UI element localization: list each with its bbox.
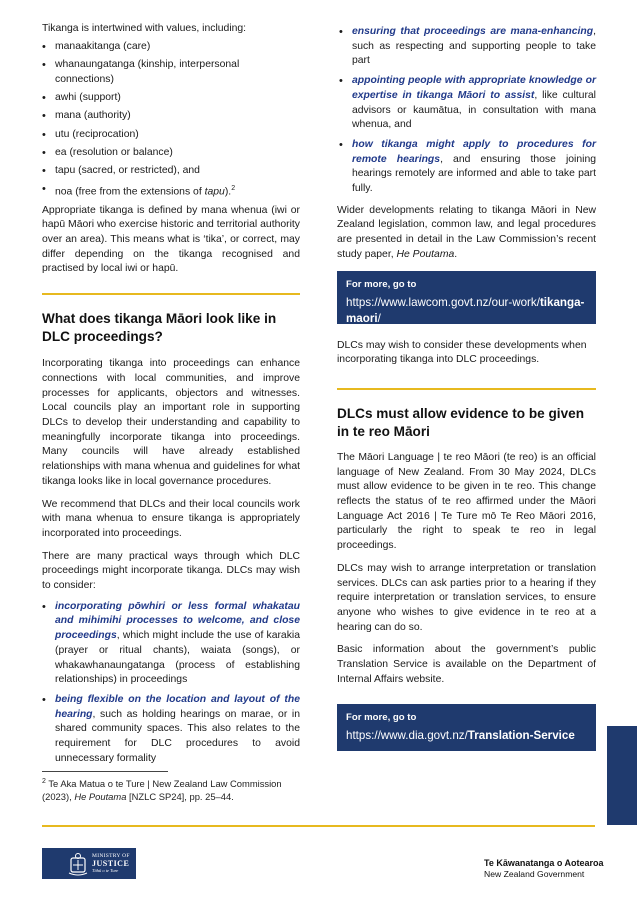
list-item: • mana (authority) <box>55 109 300 124</box>
bullet-emphasis: ensuring that proceedings are mana-enhancing <box>352 26 594 37</box>
bullet-emphasis: how tikanga might apply to procedures for remote hearings <box>352 138 596 165</box>
footnote-text: Te Aka Matua o te Ture | New Zealand Law Commission (2023), <box>42 778 282 802</box>
paragraph: DLCs may wish to consider these developments when incorporating tikanga into DLC proceedings. <box>337 339 587 366</box>
paragraph: DLCs may wish to arrange interpretation or translation services. DLCs can ask parties prior to a hearing if they require interpretation or translation services, to ensure anyone who wishes to give evidence in te reo at a hearing can do so. <box>337 562 596 633</box>
list-item: • tapu (sacred, or restricted), and <box>55 164 300 179</box>
link-end: / <box>377 311 381 325</box>
tapu-italic: tapu <box>204 186 225 198</box>
section-divider <box>42 293 300 295</box>
ministry-of-justice-logo <box>42 848 136 879</box>
list-item: • awhi (support) <box>55 91 300 106</box>
values-intro: Tikanga is intertwined with values, including: <box>42 23 247 34</box>
link-text: https://www.dia.govt.nz/ <box>346 728 468 742</box>
consider-list-continued <box>352 25 596 197</box>
section-heading-tikanga: What does tikanga Māori look like in DLC proceedings? <box>42 311 277 345</box>
list-item <box>352 25 596 69</box>
bullet-text: , like cultural advisors or kaumātua, in consultation with mana whenua, and <box>352 89 596 131</box>
list-item: • manaakitanga (care) <box>55 40 300 55</box>
crest-icon <box>67 852 89 876</box>
list-item <box>352 138 596 197</box>
tikanga-defined: Appropriate tikanga is defined by mana whenua (iwi or hapū Māori who exercise historic and territorial authority over an area). This means what is ‘tika’, or correct, may differ depending on the tikanga recognised and practised by local iwi or hapū. <box>42 204 300 275</box>
link-text: https://www.lawcom.govt.nz/our-work/ <box>346 295 540 309</box>
list-item <box>55 600 300 688</box>
for-more-label: For more, go to <box>346 278 417 290</box>
section-divider <box>337 388 596 390</box>
list-item: • ea (resolution or balance) <box>55 146 300 161</box>
bullet-emphasis: being flexible on the location and layout of the hearing <box>55 693 300 720</box>
bullet-text: , such as holding hearings on marae, or in shared community spaces. This also relates to the requirement for DLC procedures to avoid unnecessary formality <box>55 708 300 764</box>
list-item: • utu (reciprocation) <box>55 128 300 143</box>
wider-end: . <box>454 248 458 260</box>
nz-government-logo <box>484 858 604 880</box>
bullet-text: , and ensuring those joining hearings remotely are informed and able to take part fully. <box>352 153 596 195</box>
footnote-end: [NZLC SP24], pp. 25–44. <box>126 790 234 802</box>
section-heading-te-reo: DLCs must allow evidence to be given in te reo Māori <box>337 405 585 439</box>
footer-divider <box>42 825 595 827</box>
list-item: • whanaungatanga (kinship, interpersonal connections) <box>55 58 300 87</box>
dia-link[interactable] <box>346 728 587 744</box>
bullet-text: , such as respecting and supporting people to take part <box>352 26 596 67</box>
footnote-divider <box>42 771 168 772</box>
list-item <box>352 74 596 133</box>
list-item <box>55 182 300 200</box>
wider-text: Wider developments relating to tikanga Māori in New Zealand legislation, common law, and legal procedures are presented in detail in the Law Commission’s recent study paper, <box>337 204 596 260</box>
footnote-italic: He Poutama <box>74 790 127 802</box>
noa-text: noa (free from the extensions of <box>55 186 205 198</box>
right-column <box>337 25 596 751</box>
bullet-emphasis: appointing people with appropriate knowledge or expertise in tikanga Māori to assist <box>352 75 596 101</box>
paragraph <box>337 204 596 263</box>
dia-link-box <box>337 704 596 751</box>
lawcom-link[interactable] <box>346 295 587 327</box>
page-side-tab <box>607 726 637 825</box>
paragraph: Basic information about the government’s public Translation Service is available on the Department of Internal Affairs website. <box>337 644 596 685</box>
lawcom-link-box <box>337 271 596 324</box>
consider-list <box>55 600 300 767</box>
footnote-ref[interactable]: 2 <box>231 185 236 193</box>
values-list <box>55 40 300 201</box>
paragraph: Incorporating tikanga into proceedings can enhance connections with local communities, and improve processes for applicants, objectors and witnesses. Local councils play an important role in supporting DLCs to develop their understanding and capability to meaningfully incorporate tikanga into proceedings. Many councils will have already established relationships with mana whenua and guidelines for what tikanga looks like in local governance procedures. <box>42 358 300 487</box>
he-poutama-italic: He Poutama <box>396 248 455 260</box>
link-bold: tikanga-maori <box>346 295 585 325</box>
moj-line2: JUSTICE <box>92 859 130 868</box>
bullet-text: , which might include the use of karakia (prayer or ritual chants), waiata (songs), or whakawhanaungatanga (process of establishing relationships) in proceedings <box>55 630 300 686</box>
govt-line2: New Zealand Government <box>484 869 585 879</box>
for-more-label: For more, go to <box>346 711 417 723</box>
noa-end: ). <box>224 186 232 198</box>
paragraph: The Māori Language | te reo Māori (te reo) is an official language of New Zealand. From 30 May 2024, DLCs must allow evidence to be given in te reo. This change reflects the status of te reo affirmed under the Māori Language Act 2016 | Te Ture mō Te Reo Māori 2016, particularly the right to speak te reo in legal proceedings. <box>337 451 596 552</box>
moj-line3: Tāhū o te Ture <box>92 868 119 873</box>
left-column <box>42 22 300 766</box>
govt-line1: Te Kāwanatanga o Aotearoa <box>484 858 604 868</box>
paragraph: There are many practical ways through which DLC proceedings might incorporate tikanga. DLCs may wish to consider: <box>42 550 300 592</box>
list-item <box>55 693 300 767</box>
bullet-emphasis: incorporating pōwhiri or less formal whakatau and mihimihi processes to welcome, and close proceedings <box>55 600 300 642</box>
moj-line1: MINISTRY OF <box>92 853 130 859</box>
link-bold: Translation-Service <box>467 728 575 742</box>
footnote <box>42 776 304 803</box>
footnote-number: 2 <box>42 778 46 785</box>
paragraph: We recommend that DLCs and their local councils work with mana whenua to ensure tikanga is appropriately incorporated into proceedings. <box>42 498 300 539</box>
